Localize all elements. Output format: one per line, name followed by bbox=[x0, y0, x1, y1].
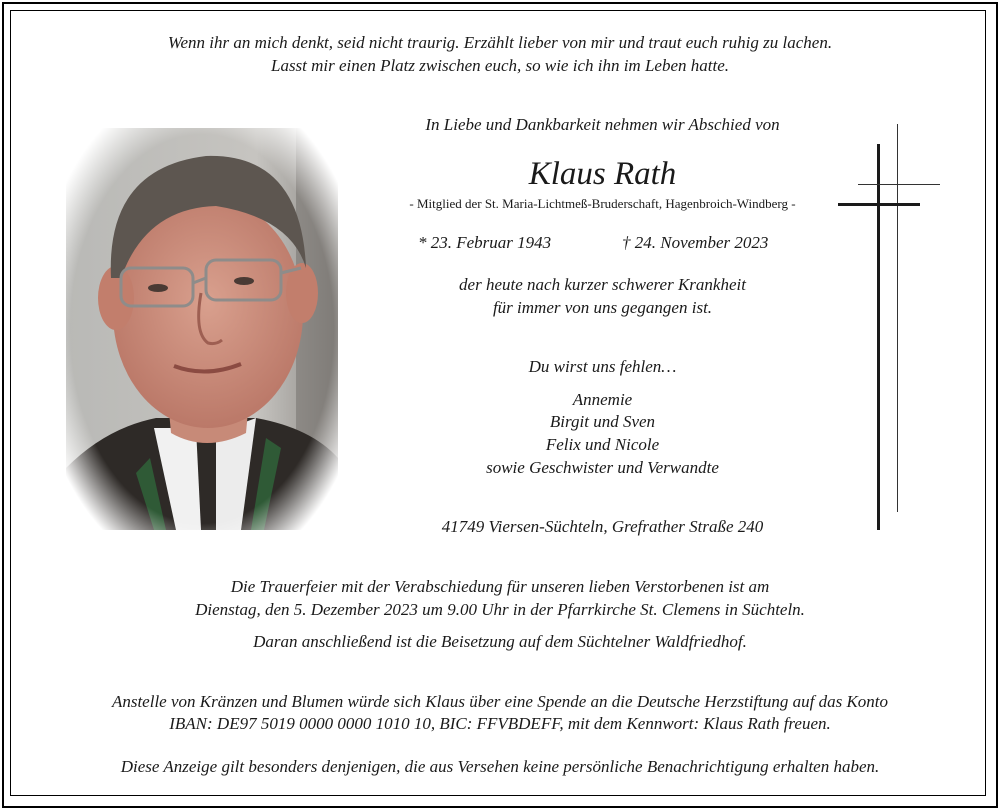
membership-text: - Mitglied der St. Maria-Lichtmeß-Bruderschaft, Hagenbroich-Windberg - bbox=[409, 196, 796, 211]
notice-text: Diese Anzeige gilt besonders denjenigen, die aus Versehen keine persönliche Benachrichtigung erhalten haben. bbox=[120, 757, 880, 776]
farewell-text: Du wirst uns fehlen… bbox=[528, 357, 677, 376]
birth-date: * 23. Februar 1943 bbox=[418, 233, 552, 252]
deceased-name: Klaus Rath bbox=[528, 156, 677, 192]
mourner-1: Annemie bbox=[572, 390, 633, 409]
quote-line-1: Wenn ihr an mich denkt, seid nicht traurig. Erzählt lieber von mir und traut euch ruhig zu lachen. bbox=[167, 33, 833, 52]
portrait-photo bbox=[66, 128, 338, 530]
passing-line-1: der heute nach kurzer schwerer Krankheit bbox=[459, 275, 746, 294]
ceremony-line-2: Dienstag, den 5. Dezember 2023 um 9.00 Uhr in der Pfarrkirche St. Clemens in Süchteln. bbox=[195, 600, 805, 619]
ceremony-line-1: Die Trauerfeier mit der Verabschiedung für unseren lieben Verstorbenen ist am bbox=[230, 577, 770, 596]
ceremony-line-3: Daran anschließend ist die Beisetzung auf dem Süchtelner Waldfriedhof. bbox=[253, 632, 747, 651]
donation-line-1: Anstelle von Kränzen und Blumen würde sich Klaus über eine Spende an die Deutsche Herzstiftung auf das Konto bbox=[111, 692, 889, 711]
mourner-3: Felix und Nicole bbox=[545, 435, 660, 454]
quote-line-2: Lasst mir einen Platz zwischen euch, so wie ich ihn im Leben hatte. bbox=[270, 56, 729, 75]
passing-line-2: für immer von uns gegangen ist. bbox=[492, 298, 713, 317]
address-text: 41749 Viersen-Süchteln, Grefrather Straße 240 bbox=[441, 517, 764, 536]
intro-text: In Liebe und Dankbarkeit nehmen wir Abschied von bbox=[425, 115, 780, 134]
death-date: † 24. November 2023 bbox=[622, 233, 769, 252]
mourner-2: Birgit und Sven bbox=[549, 412, 656, 431]
mourner-4: sowie Geschwister und Verwandte bbox=[486, 458, 719, 477]
donation-line-2: IBAN: DE97 5019 0000 0000 1010 10, BIC: FFVBDEFF, mit dem Kennwort: Klaus Rath freuen. bbox=[169, 714, 831, 733]
